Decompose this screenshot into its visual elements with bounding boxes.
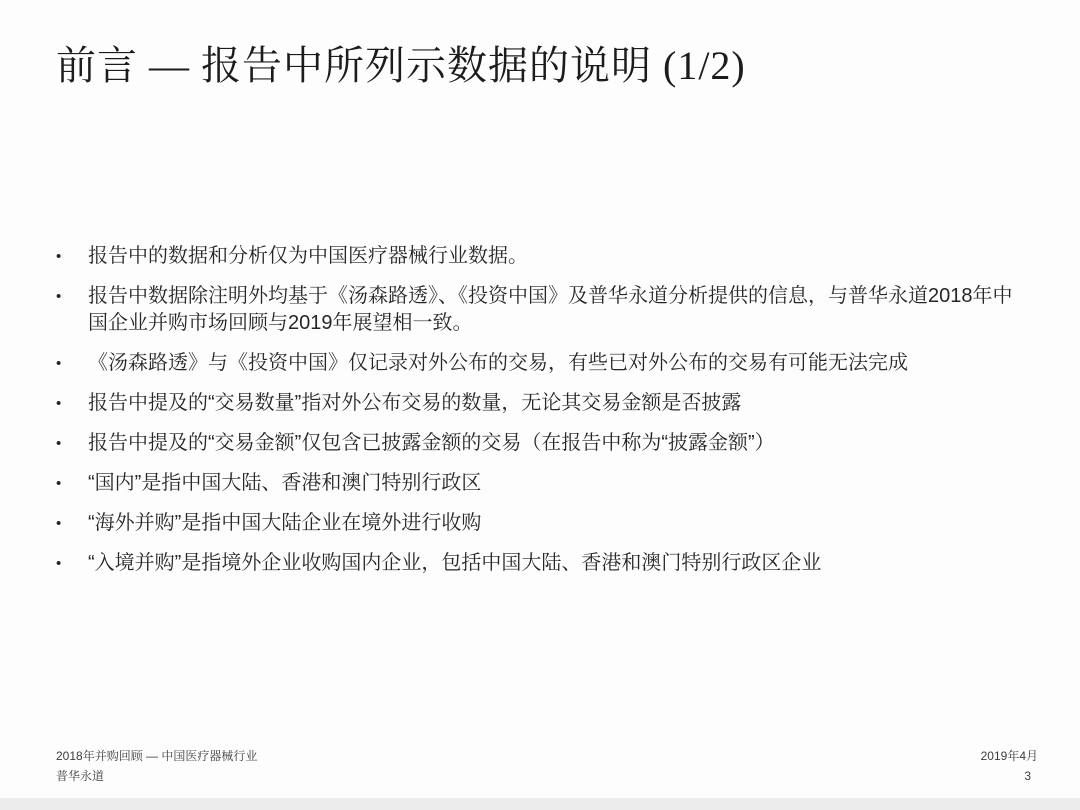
- bullet-item: [56, 430, 1028, 457]
- bullet-item: [56, 550, 1028, 577]
- footer-left: [56, 746, 257, 786]
- bullet-dot-icon: •: [56, 288, 62, 305]
- footer-report-title: 2018年并购回顾 — 中国医疗器械行业: [56, 749, 258, 763]
- bullet-text: 《汤森路透》与《投资中国》仅记录对外公布的交易，有些已对外公布的交易有可能无法完成: [88, 352, 908, 374]
- bullet-item: [56, 350, 1028, 377]
- bullet-dot-icon: •: [56, 515, 62, 532]
- bullet-list: [56, 243, 1028, 590]
- bullet-text: “入境并购”是指境外企业收购国内企业，包括中国大陆、香港和澳门特别行政区企业: [88, 552, 822, 574]
- bullet-dot-icon: •: [56, 435, 62, 452]
- footer-right: [981, 746, 1038, 786]
- bullet-dot-icon: •: [56, 555, 62, 572]
- bullet-text: 报告中的数据和分析仅为中国医疗器械行业数据。: [88, 245, 528, 267]
- footer-company-name: 普华永道: [56, 769, 105, 783]
- bullet-item: [56, 243, 1028, 270]
- bullet-text: 报告中提及的“交易数量”指对外公布交易的数量，无论其交易金额是否披露: [88, 392, 742, 414]
- bullet-dot-icon: •: [56, 395, 62, 412]
- footer-page-number: 3: [1024, 769, 1031, 783]
- bullet-item: [56, 283, 1028, 337]
- bullet-dot-icon: •: [56, 355, 62, 372]
- bullet-item: [56, 470, 1028, 497]
- footer-date: 2019年4月: [980, 749, 1038, 763]
- slide-title: 前言 — 报告中所列示数据的说明 (1/2): [56, 43, 746, 88]
- bullet-text: “国内”是指中国大陆、香港和澳门特别行政区: [88, 472, 482, 494]
- bullet-dot-icon: •: [56, 475, 62, 492]
- bottom-edge-strip: [0, 798, 1080, 810]
- bullet-text: 报告中数据除注明外均基于《汤森路透》、《投资中国》及普华永道分析提供的信息，与普华永道2018年中国企业并购市场回顾与2019年展望相一致。: [88, 285, 1013, 334]
- bullet-item: [56, 510, 1028, 537]
- bullet-text: “海外并购”是指中国大陆企业在境外进行收购: [88, 512, 482, 534]
- slide-footer: [56, 746, 1038, 786]
- bullet-text: 报告中提及的“交易金额”仅包含已披露金额的交易（在报告中称为“披露金额”）: [88, 432, 775, 454]
- bullet-item: [56, 390, 1028, 417]
- bullet-dot-icon: •: [56, 248, 62, 265]
